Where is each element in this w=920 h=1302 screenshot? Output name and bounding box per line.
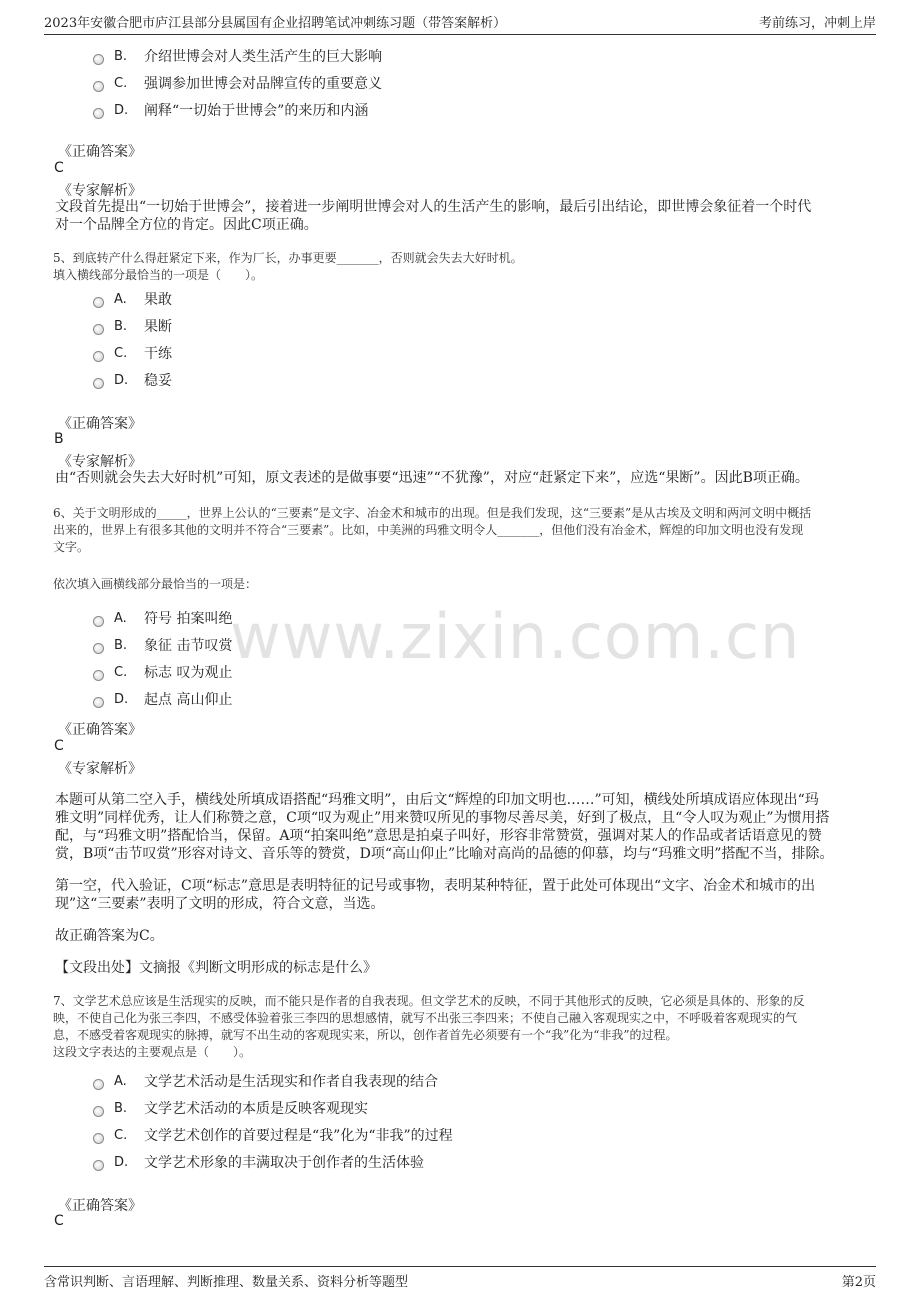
q7-answer-label: 《正确答案》 [58, 1198, 142, 1214]
q6-option-d[interactable]: D. 起点 高山仰止 [93, 689, 232, 709]
page-number: 第2页 [841, 1274, 876, 1290]
q5-option-a[interactable]: A. 果敢 [93, 289, 172, 309]
radio-icon[interactable] [93, 378, 104, 389]
q5-answer-label: 《正确答案》 [58, 416, 142, 432]
document-title: 2023年安徽合肥市庐江县部分县属国有企业招聘笔试冲刺练习题（带答案解析） [44, 15, 507, 31]
footer-description: 含常识判断、言语理解、判断推理、数量关系、资料分析等题型 [44, 1274, 409, 1290]
q7-option-b[interactable]: B. 文学艺术活动的本质是反映客观现实 [93, 1098, 368, 1118]
q5-analysis-label: 《专家解析》 [58, 454, 142, 470]
q6-option-c[interactable]: C. 标志 叹为观止 [93, 662, 232, 682]
q4-option-d[interactable]: D. 阐释“一切始于世博会”的来历和内涵 [93, 100, 368, 120]
q4-answer: C [54, 160, 64, 176]
q4-option-c[interactable]: C. 强调参加世博会对品牌宣传的重要意义 [93, 73, 382, 93]
q5-stem: 5、到底转产什么得赶紧定下来，作为厂长，办事更要_______，否则就会失去大好时机。 填入横线部分最恰当的一项是（ ）。 [53, 251, 523, 282]
radio-icon[interactable] [93, 108, 104, 119]
q4-option-b[interactable]: B. 介绍世博会对人类生活产生的巨大影响 [93, 46, 382, 66]
radio-icon[interactable] [93, 351, 104, 362]
radio-icon[interactable] [93, 1106, 104, 1117]
page-footer [44, 1270, 876, 1290]
page-header [44, 10, 876, 32]
radio-icon[interactable] [93, 1133, 104, 1144]
q6-analysis-p3: 故正确答案为C。 [55, 928, 164, 944]
header-divider [44, 34, 876, 35]
q6-analysis-p1: 本题可从第二空入手，横线处所填成语搭配“玛雅文明”，由后文“辉煌的印加文明也……”可知，横线处所填成语应体现出“玛 雅文明”同样优秀，让人们称赞之意，C项“叹为观止”用来赞叹所见的事物尽善尽美，好到了极点，且“令人叹为观止”为惯用搭 配，与“玛雅文明”搭配恰当，保留。A项“拍案叫绝”意思是拍桌子叫好，形容非常赞赏，强调对某人的作品或者话语意见的赞 赏，B项“击节叹赏”形容对诗文、音乐等的赞赏，D项“高山仰止”比喻对高尚的品德的仰慕，均与“玛雅文明”搭配不当，排除。 [55, 792, 834, 862]
radio-icon[interactable] [93, 1160, 104, 1171]
q7-stem: 7、文学艺术总应该是生活现实的反映，而不能只是作者的自我表现。但文学艺术的反映，不同于其他形式的反映，它必须是具体的、形象的反 映，不使自己化为张三李四，不感受体验着张三李四的思想感情，就写不出张三李四来；不使自己融入客观现实之中，不呼吸着客观现实的气 息，不感受着客观现实的脉搏，就写不出生动的客观现实来，所以，创作者首先必须要有一个“我”化为“非我”的过程。 这段文字表达的主要观点是（ ）。 [53, 994, 805, 1059]
q6-source: 【文段出处】文摘报《判断文明形成的标志是什么》 [55, 960, 377, 976]
q6-option-b[interactable]: B. 象征 击节叹赏 [93, 635, 232, 655]
q7-option-c[interactable]: C. 文学艺术创作的首要过程是“我”化为“非我”的过程 [93, 1125, 453, 1145]
footer-divider [44, 1266, 876, 1267]
radio-icon[interactable] [93, 297, 104, 308]
radio-icon[interactable] [93, 670, 104, 681]
q6-answer: C [54, 738, 64, 754]
radio-icon[interactable] [93, 81, 104, 92]
q6-stem: 6、关于文明形成的_____，世界上公认的“三要素”是文字、冶金术和城市的出现。但是我们发现，这“三要素”是从古埃及文明和两河文明中概括 出来的，世界上有很多其他的文明并不符合“三要素”。比如，中美洲的玛雅文明令人_______，但他们没有冶金术，辉煌的印加文明也没有发现 文字。 [53, 506, 812, 554]
radio-icon[interactable] [93, 54, 104, 65]
header-slogan: 考前练习，冲刺上岸 [758, 15, 876, 31]
q6-analysis-label: 《专家解析》 [58, 761, 142, 777]
q7-option-d[interactable]: D. 文学艺术形象的丰满取决于创作者的生活体验 [93, 1152, 424, 1172]
q7-answer: C [54, 1213, 64, 1229]
radio-icon[interactable] [93, 697, 104, 708]
q6-analysis-p2: 第一空，代入验证，C项“标志”意思是表明特征的记号或事物，表明某种特征，置于此处可体现出“文字、冶金术和城市的出 现”这“三要素”表明了文明的形成，符合文意，当选。 [55, 878, 816, 912]
q5-answer: B [54, 431, 64, 447]
q6-answer-label: 《正确答案》 [58, 722, 142, 738]
watermark: www.zixin.com.cn [230, 600, 801, 673]
q4-analysis: 文段首先提出“一切始于世博会”，接着进一步阐明世博会对人的生活产生的影响，最后引出结论，即世博会象征着一个时代 对一个品牌全方位的肯定。因此C项正确。 [55, 199, 812, 233]
q5-option-b[interactable]: B. 果断 [93, 316, 172, 336]
q4-answer-label: 《正确答案》 [58, 144, 142, 160]
q5-option-c[interactable]: C. 干练 [93, 343, 172, 363]
q5-option-d[interactable]: D. 稳妥 [93, 370, 172, 390]
radio-icon[interactable] [93, 1079, 104, 1090]
q6-option-a[interactable]: A. 符号 拍案叫绝 [93, 608, 232, 628]
q6-prompt: 依次填入画横线部分最恰当的一项是： [53, 577, 258, 591]
radio-icon[interactable] [93, 324, 104, 335]
q5-analysis: 由“否则就会失去大好时机”可知，原文表述的是做事要“迅速”“不犹豫”，对应“赶紧定下来”，应选“果断”。因此B项正确。 [55, 470, 809, 486]
q7-option-a[interactable]: A. 文学艺术活动是生活现实和作者自我表现的结合 [93, 1071, 438, 1091]
q4-analysis-label: 《专家解析》 [58, 183, 142, 199]
radio-icon[interactable] [93, 643, 104, 654]
radio-icon[interactable] [93, 616, 104, 627]
